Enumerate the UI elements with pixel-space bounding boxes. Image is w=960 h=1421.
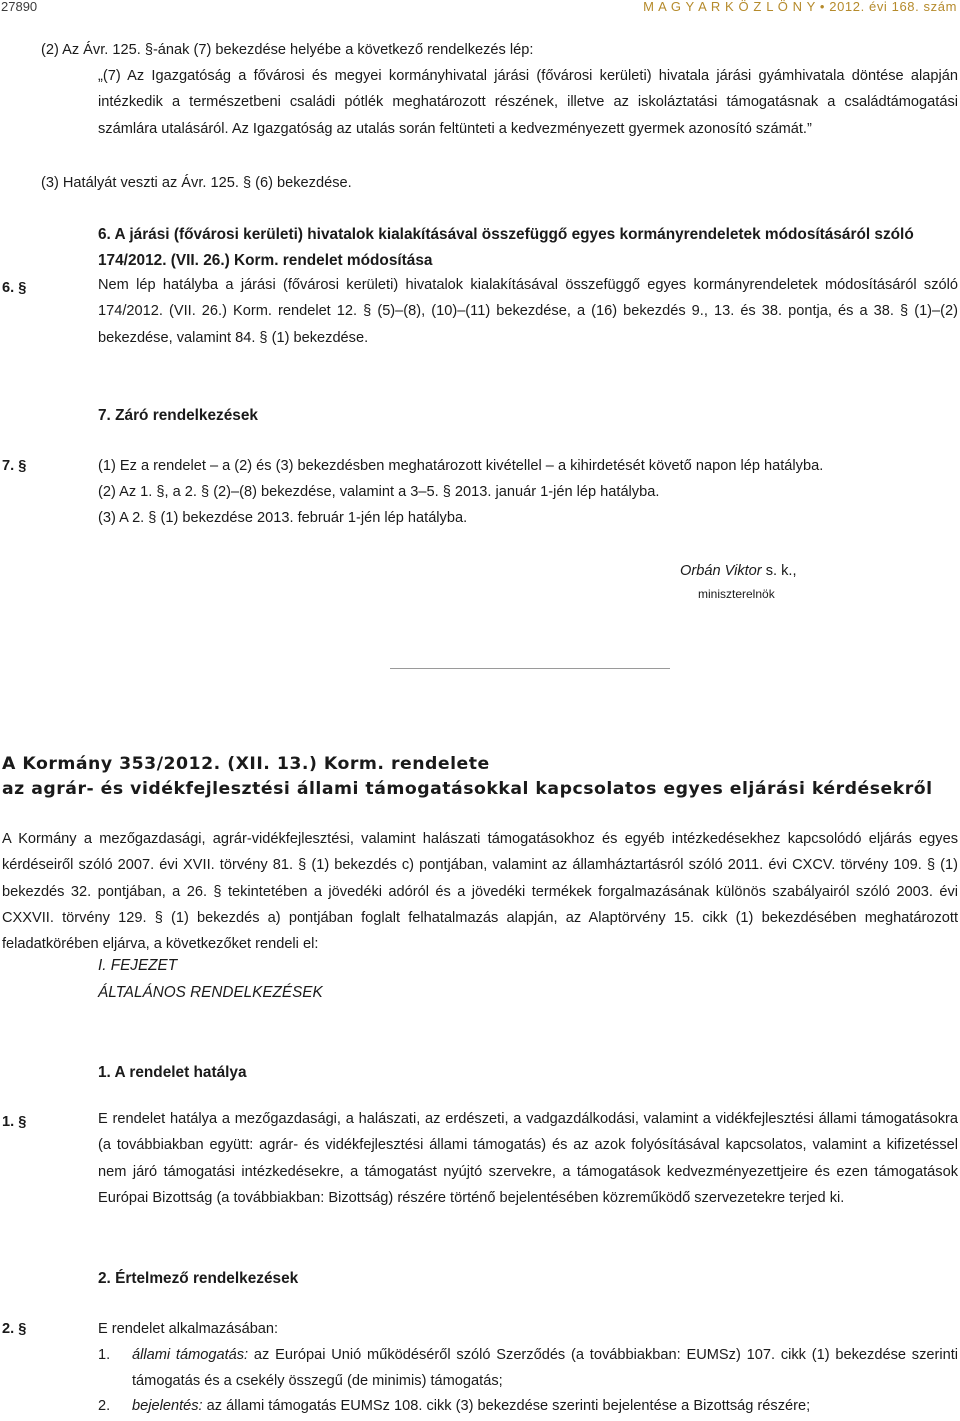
section-7-title: 7. Záró rendelkezések xyxy=(98,407,258,424)
definition-number: 1. xyxy=(98,1347,111,1363)
definition-list xyxy=(98,1343,958,1420)
signature xyxy=(680,563,797,579)
section-7-para-2: (2) Az 1. §, a 2. § (2)–(8) bekezdése, valamint a 3–5. § 2013. január 1-jén lép hatályba. xyxy=(98,484,660,500)
section-2-title: 2. Értelmező rendelkezések xyxy=(98,1270,299,1287)
page-header xyxy=(0,0,960,14)
separator-rule xyxy=(390,668,670,669)
decree-title: A Kormány 353/2012. (XII. 13.) Korm. rendelete xyxy=(2,754,490,774)
section-6-number: 6. § xyxy=(2,280,27,296)
definition-item xyxy=(98,1343,958,1394)
section-7-para-3: (3) A 2. § (1) bekezdése 2013. február 1-jén lép hatályba. xyxy=(98,510,468,526)
section-1-number: 1. § xyxy=(2,1114,27,1130)
definition-term: bejelentés: xyxy=(132,1398,203,1414)
section-1-text: E rendelet hatálya a mezőgazdasági, a halászati, az erdészeti, a vadgazdálkodási, valamint a vidékfejlesztési állami támogatásokra (a továbbiakban együtt: agrár- és vidékfejlesztési állami támogatás) és az azok folyósításával kapcsolatos, valamint a kifizetéssel nem járó támogatási intézkedésekre, a támogatást nyújtó szervekre, a támogatások kedvezményezettjeire és ezen támogatások Európai Bizottság (a továbbiakban: Bizottság) részére történő bejelentésében közreműködő szervezetekre terjed ki. xyxy=(98,1111,958,1206)
section-6-text: Nem lép hatályba a járási (fővárosi kerületi) hivatalok kialakításával összefüggő egyes kormányrendeletek módosításáról szóló 174/2012. (VII. 26.) Korm. rendelet 12. § (5)–(8), (10)–(11) bekezdése, a (16) bekezdés 9., 13. és 38. pontja, és a 38. § (1)–(2) bekezdése, valamint 84. § (1) bekezdése. xyxy=(98,277,958,346)
definition-item xyxy=(98,1394,958,1420)
page-number: 27890 xyxy=(1,0,38,14)
signer-name: Orbán Viktor xyxy=(680,563,762,579)
definition-term: állami támogatás: xyxy=(132,1347,249,1363)
decree-subtitle: az agrár- és vidékfejlesztési állami támogatásokkal kapcsolatos egyes eljárási kérdésekről xyxy=(2,779,933,799)
decree-preamble: A Kormány a mezőgazdasági, agrár-vidékfejlesztési, valamint halászati támogatásokhoz és egyéb intézkedésekhez kapcsolódó eljárás egyes kérdéseiről szóló 2007. évi XVII. törvény 81. § (1) bekezdés c) pontjában, valamint az államháztartásról szóló 2011. évi CXCV. törvény 109. § (1) bekezdés 32. pontjában, a 26. § tekintetében a jövedéki adóról és a jövedéki termékek forgalmazásának különös szabályairól szóló 2003. évi CXXVII. törvény 129. § (1) bekezdés a) pontjában foglalt felhatalmazás alapján, az Alaptörvény 15. cikk (1) bekezdésében meghatározott feladatkörében eljárva, a következőket rendeli el: xyxy=(2,831,958,953)
section-7-number: 7. § xyxy=(2,458,27,474)
section-2-intro: E rendelet alkalmazásában: xyxy=(98,1321,279,1337)
signer-role: miniszterelnök xyxy=(698,587,775,601)
chapter-number: I. FEJEZET xyxy=(98,957,178,974)
definition-number: 2. xyxy=(98,1398,111,1414)
chapter-title: ÁLTALÁNOS RENDELKEZÉSEK xyxy=(98,984,323,1001)
section-2-number: 2. § xyxy=(2,1321,27,1337)
signature-suffix: s. k., xyxy=(761,563,797,579)
amend-para-2: (2) Az Ávr. 125. §-ának (7) bekezdése helyébe a következő rendelkezés lép: xyxy=(41,42,534,58)
section-7-para-1: (1) Ez a rendelet – a (2) és (3) bekezdésben meghatározott kivétellel – a kihirdetését követő napon lép hatályba. xyxy=(98,458,824,474)
amend-para-3: (3) Hatályát veszti az Ávr. 125. § (6) bekezdése. xyxy=(41,175,352,191)
definition-text: az Európai Unió működéséről szóló Szerződés (a továbbiakban: EUMSz) 107. cikk (1) bekezdése szerinti támogatás és a csekély összegű (de minimis) támogatás; xyxy=(132,1347,959,1389)
definition-text: az állami támogatás EUMSz 108. cikk (3) bekezdése szerinti bejelentése a Bizottság részére; xyxy=(202,1398,811,1414)
amend-quote: „(7) Az Igazgatóság a fővárosi és megyei kormányhivatal járási (fővárosi kerületi) hivatala járási gyámhivatala döntése alapján intézkedik a természetbeni családi pótlék meghatározott részének, illetve az iskoláztatási támogatásnak a családtámogatási számlára utalásáról. Az Igazgatóság az utalás során feltünteti a kedvezményezett gyermek azonosító számát.” xyxy=(98,68,958,137)
section-1-title: 1. A rendelet hatálya xyxy=(98,1064,247,1081)
section-6-title: 6. A járási (fővárosi kerületi) hivatalok kialakításával összefüggő egyes kormányrendeletek módosításáról szóló 174/2012. (VII. 26.) Korm. rendelet módosítása xyxy=(98,226,914,269)
masthead: M A G Y A R K Ö Z L Ö N Y • 2012. évi 168. szám xyxy=(643,0,957,14)
